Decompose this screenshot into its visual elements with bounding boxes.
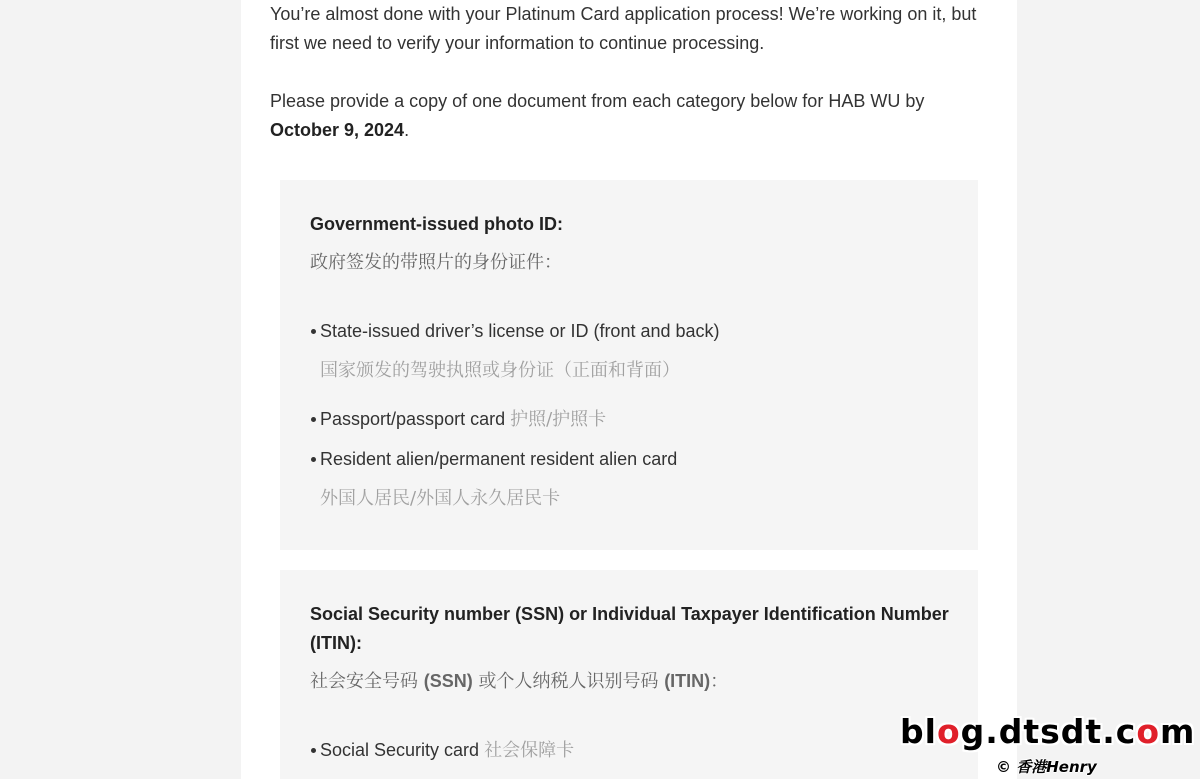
bullet-icon — [311, 457, 316, 462]
list-item-cn: 外国人居民/外国人永久居民卡 — [320, 488, 561, 509]
ssn-subtitle-part: ： — [710, 671, 729, 692]
list-item-cn: 国家颁发的驾驶执照或身份证（正面和背面） — [320, 360, 680, 381]
photo-id-title: Government-issued photo ID: — [310, 214, 564, 234]
ssn-subtitle-part: (SSN) — [423, 671, 473, 691]
watermark-part: m — [1159, 712, 1196, 751]
site-watermark — [900, 712, 1195, 752]
bullet-icon — [311, 329, 316, 334]
ssn-subtitle-part: 或个人纳税人识别号码 — [472, 671, 665, 692]
photo-id-subtitle: 政府签发的带照片的身份证件： — [310, 252, 562, 273]
ssn-subtitle — [310, 667, 728, 696]
list-item — [320, 445, 677, 513]
intro-paragraph-2 — [270, 87, 990, 145]
list-item-en: Social Security card — [320, 740, 480, 760]
list-item — [320, 317, 720, 385]
author-watermark: © 香港Henry — [996, 758, 1097, 776]
list-item-cn: 护照/护照卡 — [510, 409, 607, 430]
ssn-subtitle-part: (ITIN) — [664, 671, 711, 691]
watermark-part: bl — [900, 712, 937, 751]
ssn-title: Social Security number (SSN) or Individual Taxpayer Identification Number (ITIN): — [310, 604, 949, 653]
watermark-part: o — [936, 712, 961, 751]
list-item-en: Resident alien/permanent resident alien card — [320, 449, 678, 469]
photo-id-section — [280, 180, 978, 550]
list-item — [320, 405, 606, 434]
intro-paragraph-1: You’re almost done with your Platinum Card application process! We’re working on it, but first we need to verify your information to continue processing. — [270, 4, 977, 53]
ssn-section — [280, 570, 978, 779]
list-item-en: State-issued driver’s license or ID (front and back) — [320, 321, 720, 341]
bullet-icon — [311, 748, 316, 753]
list-item-cn: 社会保障卡 — [484, 740, 575, 761]
bullet-icon — [311, 417, 316, 422]
ssn-subtitle-part: 社会安全号码 — [310, 671, 424, 692]
list-item-en: Passport/passport card — [320, 409, 506, 429]
intro-paragraph-2-end: . — [404, 120, 410, 140]
email-card — [241, 0, 1017, 779]
intro-text — [270, 0, 990, 145]
list-item — [320, 736, 574, 765]
watermark-part: o — [1136, 712, 1160, 751]
intro-paragraph-2-text: Please provide a copy of one document from each category below for HAB WU by — [270, 91, 925, 111]
deadline-date: October 9, 2024 — [270, 120, 405, 140]
watermark-part: g.dtsdt.c — [960, 712, 1137, 751]
